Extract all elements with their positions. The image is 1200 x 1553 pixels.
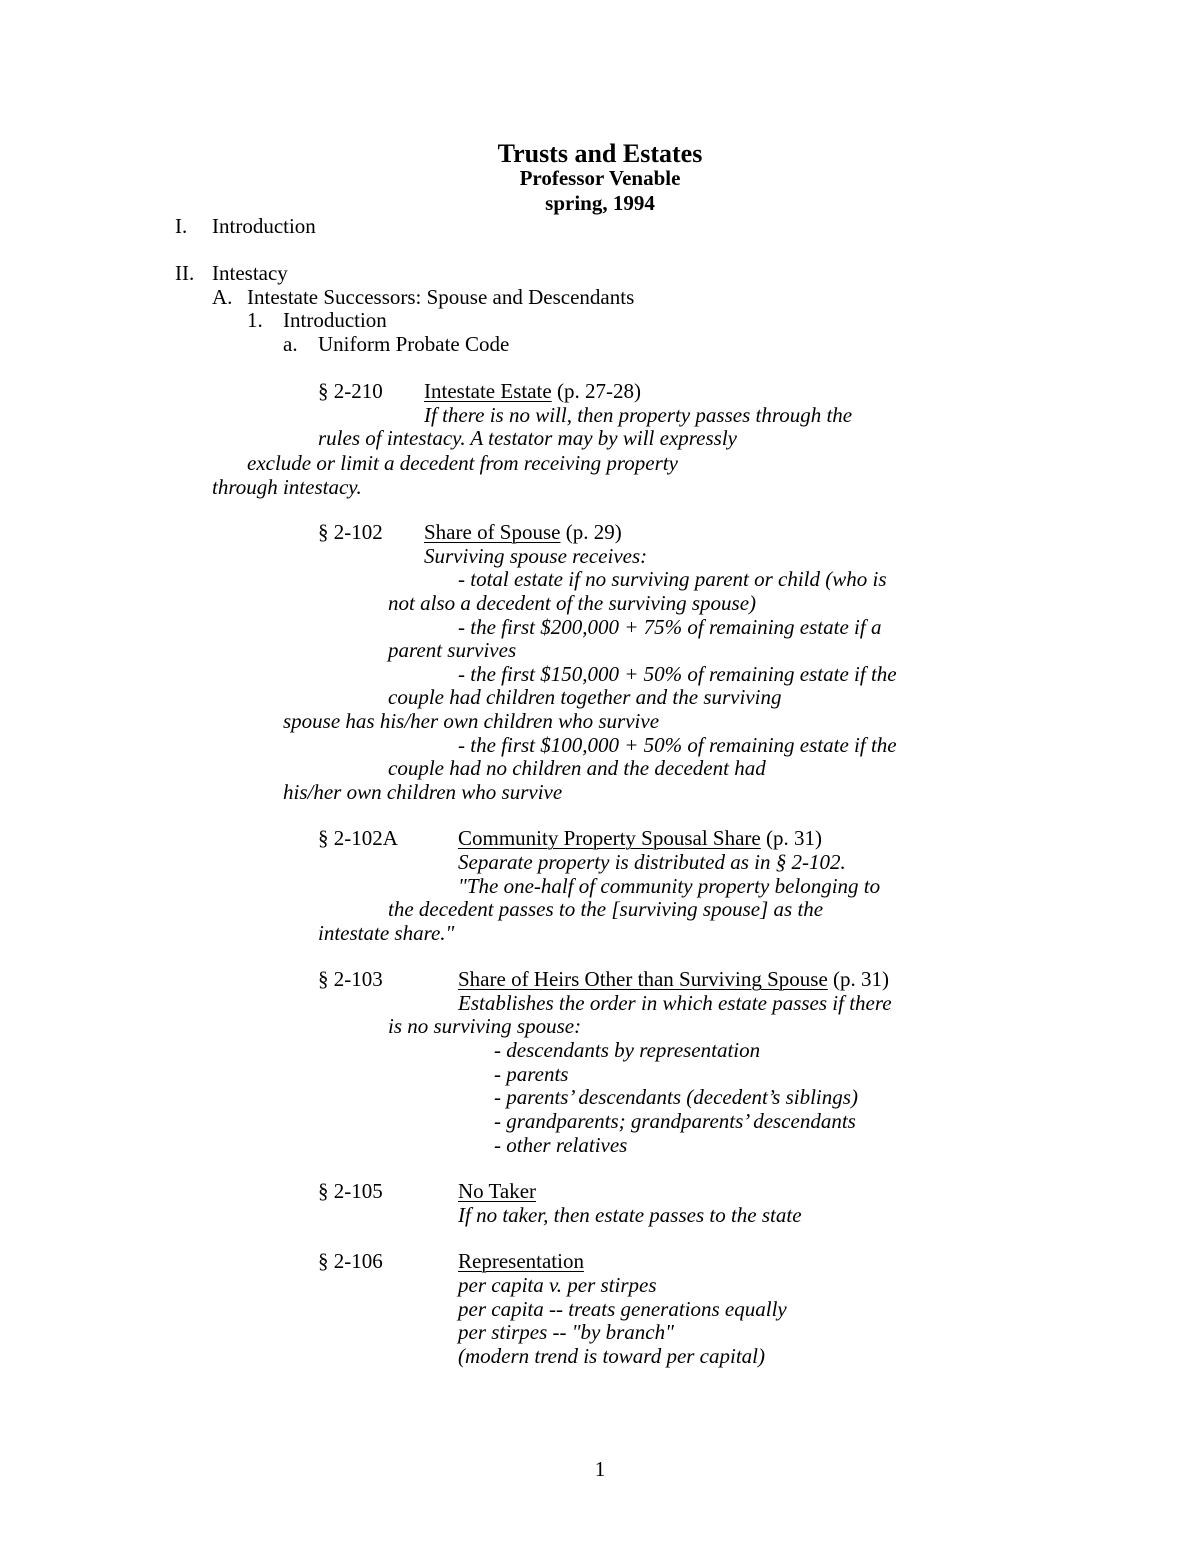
section-text-line: - parents’ descendants (decedent’s siblings) <box>494 1085 858 1109</box>
section-text-line: per capita -- treats generations equally <box>458 1297 787 1321</box>
section-text-line: - the first $200,000 + 75% of remaining estate if a <box>458 615 882 639</box>
section-text-line: - grandparents; grandparents’ descendants <box>494 1109 856 1133</box>
section-code-2-105: § 2-105 <box>318 1179 383 1203</box>
section-text-line: - other relatives <box>494 1133 628 1157</box>
section-text-line: intestate share." <box>318 921 455 945</box>
section-text-line: not also a decedent of the surviving spouse) <box>388 591 757 615</box>
section-heading-2-105 <box>458 1181 536 1202</box>
section-text-line: through intestacy. <box>212 475 362 499</box>
section-page-2-102: (p. 29) <box>565 520 622 544</box>
section-text-line: - parents <box>494 1062 569 1086</box>
section-text-line: If there is no will, then property passes through the <box>424 403 853 427</box>
term: spring, 1994 <box>545 191 655 215</box>
section-text-line: exclude or limit a decedent from receiving property <box>247 451 678 475</box>
section-heading-2-102 <box>424 522 622 543</box>
section-title-2-105: No Taker <box>458 1179 537 1203</box>
section-code-2-210: § 2-210 <box>318 379 383 403</box>
outline-label-introduction: Introduction <box>212 214 316 238</box>
section-text-line: couple had children together and the surviving <box>388 685 782 709</box>
section-text-line: - descendants by representation <box>494 1038 761 1062</box>
section-code-2-102: § 2-102 <box>318 520 383 544</box>
page-number: 1 <box>594 1457 606 1481</box>
section-text-line: per capita v. per stirpes <box>458 1273 657 1297</box>
professor-name: Professor Venable <box>519 166 681 190</box>
section-text-line: per stirpes -- "by branch" <box>458 1320 674 1344</box>
document-title: Trusts and Estates <box>497 139 703 168</box>
outline-num-ii: II. <box>175 261 195 285</box>
section-code-2-103: § 2-103 <box>318 967 383 991</box>
section-title-2-102a: Community Property Spousal Share <box>458 826 761 850</box>
section-title-2-210: Intestate Estate <box>424 379 552 403</box>
section-page-2-103: (p. 31) <box>833 967 890 991</box>
section-title-2-106: Representation <box>458 1249 584 1273</box>
section-text-line: couple had no children and the decedent had <box>388 756 766 780</box>
section-text-line: Separate property is distributed as in § 2-102. <box>458 850 846 874</box>
outline-label-introduction-sub: Introduction <box>283 308 387 332</box>
section-page-2-210: (p. 27-28) <box>556 379 641 403</box>
section-heading-2-210 <box>424 381 641 402</box>
section-text-line: - the first $100,000 + 50% of remaining estate if the <box>458 733 897 757</box>
section-text-line: - total estate if no surviving parent or child (who is <box>458 567 887 591</box>
section-heading-2-103 <box>458 969 889 990</box>
outline-label-uniform-probate-code: Uniform Probate Code <box>318 332 510 356</box>
outline-label-intestacy: Intestacy <box>212 261 288 285</box>
section-text-line: spouse has his/her own children who survive <box>283 709 660 733</box>
section-text-line: (modern trend is toward per capital) <box>458 1344 766 1368</box>
outline-num-a: A. <box>212 285 233 309</box>
section-text-line: is no surviving spouse: <box>388 1014 582 1038</box>
outline-label-intestate-successors: Intestate Successors: Spouse and Descendants <box>247 285 635 309</box>
section-text-line: - the first $150,000 + 50% of remaining estate if the <box>458 662 897 686</box>
section-title-2-103: Share of Heirs Other than Surviving Spouse <box>458 967 828 991</box>
section-text-line: his/her own children who survive <box>283 780 563 804</box>
section-heading-2-106 <box>458 1251 584 1272</box>
section-text-line: rules of intestacy. A testator may by will expressly <box>318 426 737 450</box>
section-text-line: the decedent passes to the [surviving spouse] as the <box>388 897 824 921</box>
section-text-line: If no taker, then estate passes to the state <box>458 1203 802 1227</box>
section-text-line: "The one-half of community property belonging to <box>458 874 881 898</box>
section-page-2-102a: (p. 31) <box>766 826 822 850</box>
section-text-line: Surviving spouse receives: <box>424 544 648 568</box>
section-code-2-102a: § 2-102A <box>318 826 398 850</box>
outline-num-1: 1. <box>247 308 263 332</box>
section-heading-2-102a <box>458 828 822 849</box>
outline-num-i: I. <box>175 214 188 238</box>
section-text-line: Establishes the order in which estate passes if there <box>458 991 892 1015</box>
section-text-line: parent survives <box>388 638 517 662</box>
section-code-2-106: § 2-106 <box>318 1249 383 1273</box>
section-title-2-102: Share of Spouse <box>424 520 561 544</box>
outline-num-a-lower: a. <box>283 332 298 356</box>
